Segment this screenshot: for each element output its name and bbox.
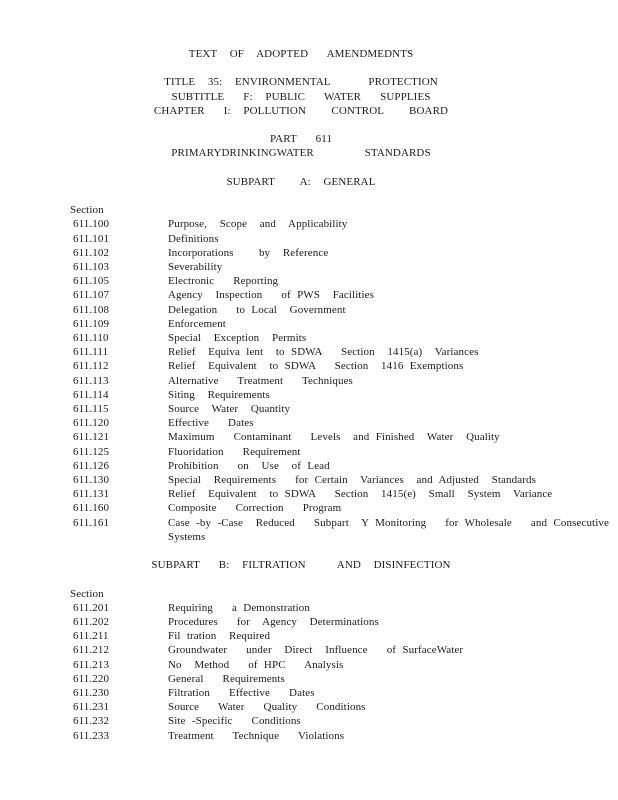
section-number: 611.101 [73,232,110,245]
section-title: Delegation to Local Government [168,303,346,316]
toc-row [0,260,618,274]
section-title: Siting Requirements [168,388,270,401]
section-number: 611.201 [73,601,110,614]
section-number: 611.107 [73,289,110,302]
section-number: 611.103 [73,260,110,273]
toc-row [0,658,618,672]
toc-row [0,487,618,501]
toc-row [0,402,618,416]
toc-row [0,246,618,260]
section-number: 611.110 [73,332,109,344]
toc-row [0,331,618,345]
toc-row [0,430,618,444]
section-number: 611.231 [73,701,110,714]
section-title: No Method of HPC Analysis [168,658,344,671]
section-number: 611.113 [73,374,109,387]
title-35-line: TITLE 35: ENVIRONMENTAL PROTECTION [164,76,438,89]
section-title: Effective Dates [168,417,254,430]
section-number: 611.160 [73,502,110,515]
part-title-line: PRIMARYDRINKINGWATER STANDARDS [171,147,431,160]
section-title: Fluoridation Requirement [168,445,301,458]
section-title: Treatment Technique Violations [168,729,345,742]
toc-row [0,445,618,459]
toc-row [0,374,618,388]
toc-row [0,317,618,331]
section-number: 611.108 [73,303,110,316]
section-title: Source Water Quality Conditions [168,701,366,714]
section-title: Relief Equivalent to SDWA Section 1415(e) Small System Variance [168,488,553,501]
section-number: 611.161 [73,516,110,529]
section-number: 611.105 [73,275,110,288]
section-number: 611.130 [73,474,110,487]
section-title: Groundwater under Direct Influence of SurfaceWater [168,644,464,657]
toc-row [0,601,618,615]
section-title: Fil tration Required [168,630,271,643]
section-title: Special Requirements for Certain Variances and Adjusted Standards [168,474,536,487]
toc-row [0,672,618,686]
section-title: Composite Correction Program [168,502,342,515]
spacer [0,118,618,132]
toc-row [0,700,618,714]
section-title: Relief Equiva lent to SDWA Section 1415(a) Variances [168,346,479,359]
section-title: Agency Inspection of PWS Facilities [168,289,375,302]
section-number: 611.233 [73,729,110,742]
spacer [0,544,618,558]
section-title: Site -Specific Conditions [168,715,301,728]
section-title: Procedures for Agency Determinations [168,616,379,629]
subpart-a-toc [0,217,618,544]
document-title: TEXT OF ADOPTED AMENDMEDNTS [188,48,414,60]
spacer [0,572,618,586]
toc-row [0,643,618,657]
spacer [0,161,618,175]
toc-row [0,473,618,487]
section-title: Incorporations by Reference [168,246,329,259]
section-number: 611.125 [73,445,110,458]
toc-row [0,274,618,288]
toc-row [0,516,618,544]
section-title: Filtration Effective Dates [168,687,315,700]
subpart-b-toc [0,601,618,743]
section-number: 611.211 [73,630,109,643]
section-label: Section [70,204,104,217]
section-number: 611.102 [73,246,110,259]
section-title: Relief Equivalent to SDWA Section 1416 Exemptions [168,360,464,373]
section-number: 611.112 [73,360,109,373]
part-number-line: PART 611 [269,133,333,146]
section-number: 611.232 [73,715,110,728]
spacer [0,61,618,75]
section-title: Requiring a Demonstration [168,601,310,614]
section-number: 611.126 [73,459,110,472]
toc-row [0,303,618,317]
section-title: Severability [168,260,223,273]
section-number: 611.111 [73,346,109,359]
subtitle-f-line: SUBTITLE F: PUBLIC WATER SUPPLIES [171,90,431,103]
toc-row [0,359,618,373]
section-title: Enforcement [168,317,226,330]
section-number: 611.100 [73,218,110,231]
toc-row [0,388,618,402]
section-number: 611.115 [73,403,109,416]
section-number: 611.131 [73,488,110,501]
chapter-i-line: CHAPTER I: POLLUTION CONTROL BOARD [153,104,449,117]
toc-row [0,232,618,246]
spacer [0,189,618,203]
section-title: Maximum Contaminant Levels and Finished Water Quality [168,431,500,444]
section-title: Electronic Reporting [168,275,279,288]
section-number: 611.213 [73,658,110,671]
section-number: 611.114 [73,388,109,401]
section-number: 611.120 [73,417,110,430]
subpart-a-heading: SUBPART A: GENERAL [226,175,376,188]
section-title: Definitions [168,232,219,245]
section-title: Purpose, Scope and Applicability [168,218,348,231]
section-title: Special Exception Permits [168,332,307,344]
toc-row [0,686,618,700]
section-title: Prohibition on Use of Lead [168,459,330,472]
subpart-b-heading: SUBPART B: FILTRATION AND DISINFECTION [151,559,451,572]
section-number: 611.230 [73,687,110,700]
toc-row [0,288,618,302]
section-title: Source Water Quantity [168,403,291,416]
toc-row [0,459,618,473]
section-number: 611.220 [73,672,110,685]
section-number: 611.121 [73,431,110,444]
toc-row [0,416,618,430]
section-title: Case -by -Case Reduced Subpart Y Monitoring for Wholesale and Consecutive Systems [168,516,609,543]
section-title: Alternative Treatment Techniques [168,374,353,387]
toc-row [0,615,618,629]
toc-row [0,501,618,515]
toc-row [0,714,618,728]
section-number: 611.212 [73,644,110,657]
section-number: 611.202 [73,616,110,629]
section-title-continued: Systems [168,530,206,543]
section-title: General Requirements [168,672,285,685]
section-label: Section [70,587,104,600]
toc-row [0,629,618,643]
toc-row [0,729,618,743]
section-number: 611.109 [73,317,110,330]
toc-row [0,345,618,359]
toc-row [0,217,618,231]
